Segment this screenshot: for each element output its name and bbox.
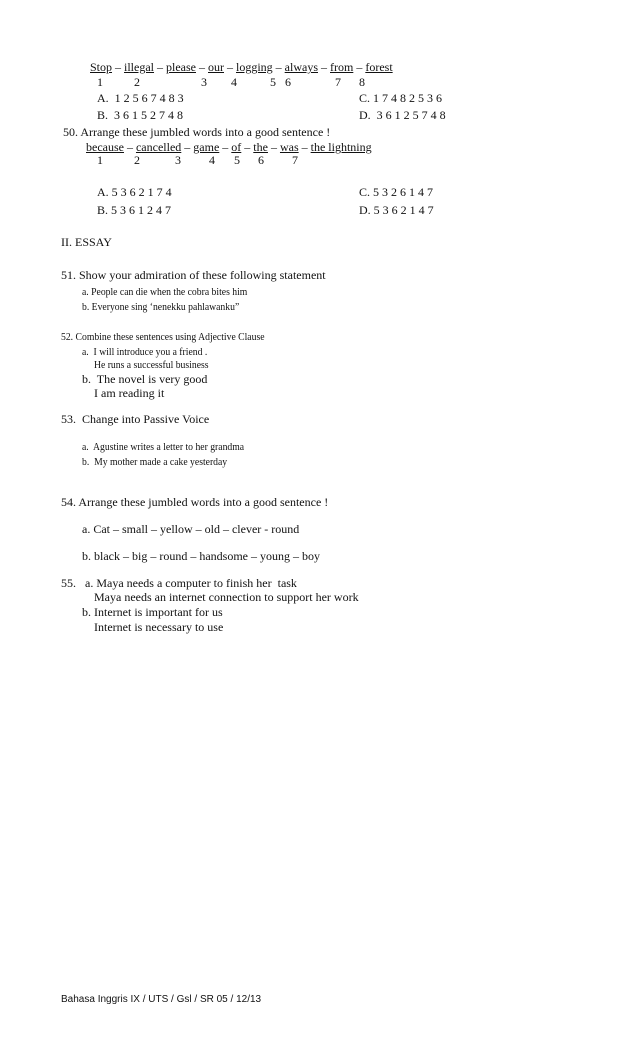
q49-option-d: D. 3 6 1 2 5 7 4 8 <box>359 108 446 122</box>
separator: – <box>123 140 136 154</box>
q55-item-a-line1: 55. a. Maya needs a computer to finish her task <box>61 576 297 590</box>
separator: – <box>112 60 125 74</box>
item-text: a. Agustine writes a letter to her grandma <box>82 441 245 453</box>
word-number: 1 <box>97 153 103 167</box>
q55-item-a-line2: Maya needs an internet connection to support her work <box>94 590 359 604</box>
word-number: 4 <box>231 75 237 89</box>
question-text: 52. Combine these sentences using Adjective Clause <box>61 331 265 343</box>
item-text: b. Everyone sing ‘nenekku pahlawanku” <box>82 301 240 313</box>
separator: – <box>154 60 167 74</box>
word: from <box>330 60 354 74</box>
q53-item-b <box>82 455 247 468</box>
word-number: 6 <box>285 75 291 89</box>
q52-item-a-line2 <box>94 358 224 371</box>
word-number: 6 <box>258 153 264 167</box>
word-number: 1 <box>97 75 103 89</box>
q51-item-b <box>82 300 261 313</box>
item-text: He runs a successful business <box>94 359 209 371</box>
q50-option-d: D. 5 3 6 2 1 4 7 <box>359 203 434 217</box>
separator: – <box>181 140 194 154</box>
word-number: 5 <box>270 75 276 89</box>
word: the lightning <box>310 140 372 154</box>
q50-option-b: B. 5 3 6 1 2 4 7 <box>97 203 172 217</box>
q50-jumbled-words <box>86 141 372 153</box>
word: logging <box>236 60 273 74</box>
page-footer: Bahasa Inggris IX / UTS / Gsl / SR 05 / 12/13 <box>61 994 262 1005</box>
separator: – <box>272 60 285 74</box>
word: because <box>86 140 124 154</box>
word: our <box>208 60 224 74</box>
item-text: a. I will introduce you a friend . <box>82 346 208 358</box>
q54-question: 54. Arrange these jumbled words into a good sentence ! <box>61 495 329 509</box>
q55-item-b-line1: b. Internet is important for us <box>82 605 223 619</box>
essay-heading: II. ESSAY <box>61 235 112 249</box>
q54-item-b: b. black – big – round – handsome – young – boy <box>82 549 320 563</box>
separator: – <box>224 60 236 74</box>
separator: – <box>318 60 330 74</box>
q49-option-c: C. 1 7 4 8 2 5 3 6 <box>359 91 443 105</box>
q50-option-a: A. 5 3 6 2 1 7 4 <box>97 185 172 199</box>
separator: – <box>241 140 254 154</box>
separator: – <box>353 60 366 74</box>
word: forest <box>365 60 393 74</box>
q49-option-a: A. 1 2 5 6 7 4 8 3 <box>97 91 184 105</box>
word: cancelled <box>135 140 182 154</box>
q51-question: 51. Show your admiration of these following statement <box>61 268 326 282</box>
q52-item-a-line1 <box>82 345 224 358</box>
word: illegal <box>124 60 155 74</box>
separator: – <box>219 140 232 154</box>
word: Stop <box>90 60 113 74</box>
q52-item-b-line2: I am reading it <box>94 386 165 400</box>
word-number: 2 <box>134 153 140 167</box>
q50-option-c: C. 5 3 2 6 1 4 7 <box>359 185 434 199</box>
q51-item-a <box>82 285 270 298</box>
separator: – <box>267 140 280 154</box>
word-number: 7 <box>335 75 341 89</box>
word-number: 5 <box>234 153 240 167</box>
q55-item-b-line2: Internet is necessary to use <box>94 620 224 634</box>
item-text: b. My mother made a cake yesterday <box>82 456 228 468</box>
word-number: 4 <box>209 153 215 167</box>
word: of <box>231 140 242 154</box>
word-number: 3 <box>175 153 181 167</box>
word-number: 7 <box>292 153 298 167</box>
word-number: 3 <box>201 75 207 89</box>
word-number: 8 <box>359 75 365 89</box>
q53-question: 53. Change into Passive Voice <box>61 412 210 426</box>
word: always <box>284 60 318 74</box>
word: please <box>166 60 196 74</box>
separator: – <box>196 60 208 74</box>
q49-option-b: B. 3 6 1 5 2 7 4 8 <box>97 108 184 122</box>
q53-item-a <box>82 440 266 453</box>
word: the <box>253 140 268 154</box>
item-text: a. People can die when the cobra bites him <box>82 286 248 298</box>
word-number: 2 <box>134 75 140 89</box>
q50-question: 50. Arrange these jumbled words into a good sentence ! <box>63 125 331 139</box>
q54-item-a: a. Cat – small – yellow – old – clever - round <box>82 522 300 536</box>
q52-question <box>61 330 292 343</box>
word: game <box>193 140 220 154</box>
separator: – <box>298 140 311 154</box>
word: was <box>279 140 299 154</box>
q49-jumbled-words <box>90 61 393 73</box>
q52-item-b-line1: b. The novel is very good <box>82 372 208 386</box>
